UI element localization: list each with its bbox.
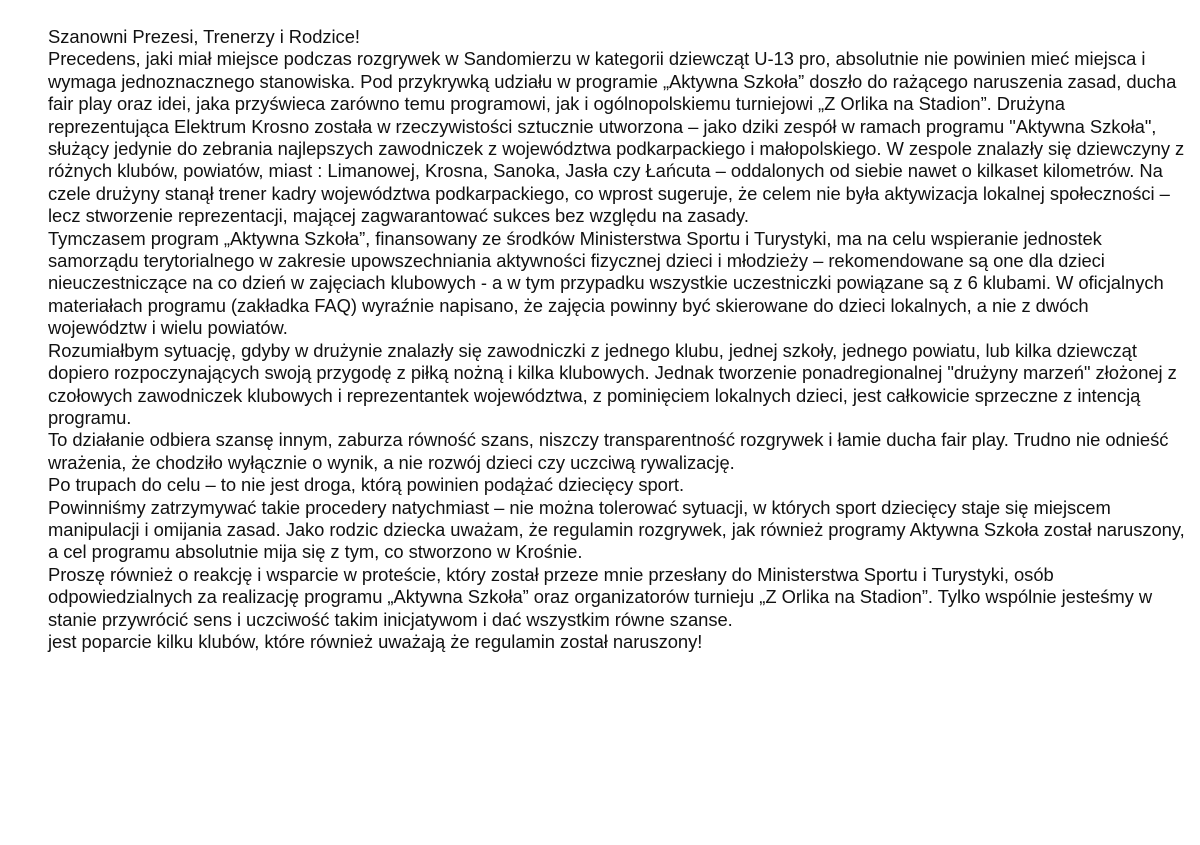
letter-paragraph-7: Proszę również o reakcję i wsparcie w proteście, który został przeze mnie przesłany do Ministerstwa Sportu i Turystyki, osób odpowiedzialnych za realizację programu „Aktywna Szkoła” oraz organizatorów turnieju „Z Orlika na Stadion”. Tylko wspólnie jesteśmy w stanie przywrócić sens i uczciwość takim inicjatywom i dać wszystkim równe szanse.: [48, 563, 1153, 630]
letter-paragraph-5: Po trupach do celu – to nie jest droga, którą powinien podążać dziecięcy sport.: [48, 474, 685, 496]
letter-paragraph-6: Powinniśmy zatrzymywać takie procedery natychmiast – nie można tolerować sytuacji, w których sport dziecięcy staje się miejscem manipulacji i omijania zasad. Jako rodzic dziecka uważam, że regulamin rozgrywek, jak również programy Aktywna Szkoła został naruszony, a cel programu absolutnie mija się z tym, co stworzono w Krośnie.: [48, 496, 1185, 563]
letter-paragraph-2: Tymczasem program „Aktywna Szkoła”, finansowany ze środków Ministerstwa Sportu i Turystyki, ma na celu wspieranie jednostek samorządu terytorialnego w zakresie upowszechniania aktywności fizycznej dzieci i młodzieży – rekomendowane są one dla dzieci nieuczestniczące na co dzień w zajęciach klubowych - a w tym przypadku wszystkie uczestniczki powiązane są z 6 klubami. W oficjalnych materiałach programu (zakładka FAQ) wyraźnie napisano, że zajęcia powinny być skierowane do dzieci lokalnych, a nie z dwóch województw i wielu powiatów.: [48, 227, 1164, 339]
letter-paragraph-1: Precedens, jaki miał miejsce podczas rozgrywek w Sandomierzu w kategorii dziewcząt U-13 pro, absolutnie nie powinien mieć miejsca i wymaga jednoznacznego stanowiska. Pod przykrywką udziału w programie „Aktywna Szkoła” doszło do rażącego naruszenia zasad, ducha fair play oraz idei, jaka przyświeca zarówno temu programowi, jak i ogólnopolskiemu turniejowi „Z Orlika na Stadion”. Drużyna reprezentująca Elektrum Krosno została w rzeczywistości sztucznie utworzona – jako dziki zespół w ramach programu "Aktywna Szkoła", służący jedynie do zebrania najlepszych zawodniczek z województwa podkarpackiego i małopolskiego. W zespole znalazły się dziewczyny z różnych klubów, powiatów, miast : Limanowej, Krosna, Sanoka, Jasła czy Łańcuta – oddalonych od siebie nawet o kilkaset kilometrów. Na czele drużyny stanął trener kadry województwa podkarpackiego, co wprost sugeruje, że celem nie była aktywizacja lokalnej społeczności – lecz stworzenie reprezentacji, mającej zagwarantować sukces bez względu na zasady.: [48, 48, 1185, 227]
letter-paragraph-3: Rozumiałbym sytuację, gdyby w drużynie znalazły się zawodniczki z jednego klubu, jednej szkoły, jednego powiatu, lub kilka dziewcząt dopiero rozpoczynających swoją przygodę z piłką nożną i kilka klubowych. Jednak tworzenie ponadregionalnej "drużyny marzeń" złożonej z czołowych zawodniczek klubowych i reprezentantek województwa, z pominięciem lokalnych dzieci, jest całkowicie sprzeczne z intencją programu.: [48, 339, 1177, 428]
letter-paragraph-8: jest poparcie kilku klubów, które również uważają że regulamin został naruszony!: [48, 630, 703, 652]
letter-paragraph-4: To działanie odbiera szansę innym, zaburza równość szans, niszczy transparentność rozgrywek i łamie ducha fair play. Trudno nie odnieść wrażenia, że chodziło wyłącznie o wynik, a nie rozwój dzieci czy uczciwą rywalizację.: [48, 429, 1169, 473]
letter-body: [48, 26, 1188, 653]
letter-greeting: Szanowni Prezesi, Trenerzy i Rodzice!: [48, 26, 360, 47]
